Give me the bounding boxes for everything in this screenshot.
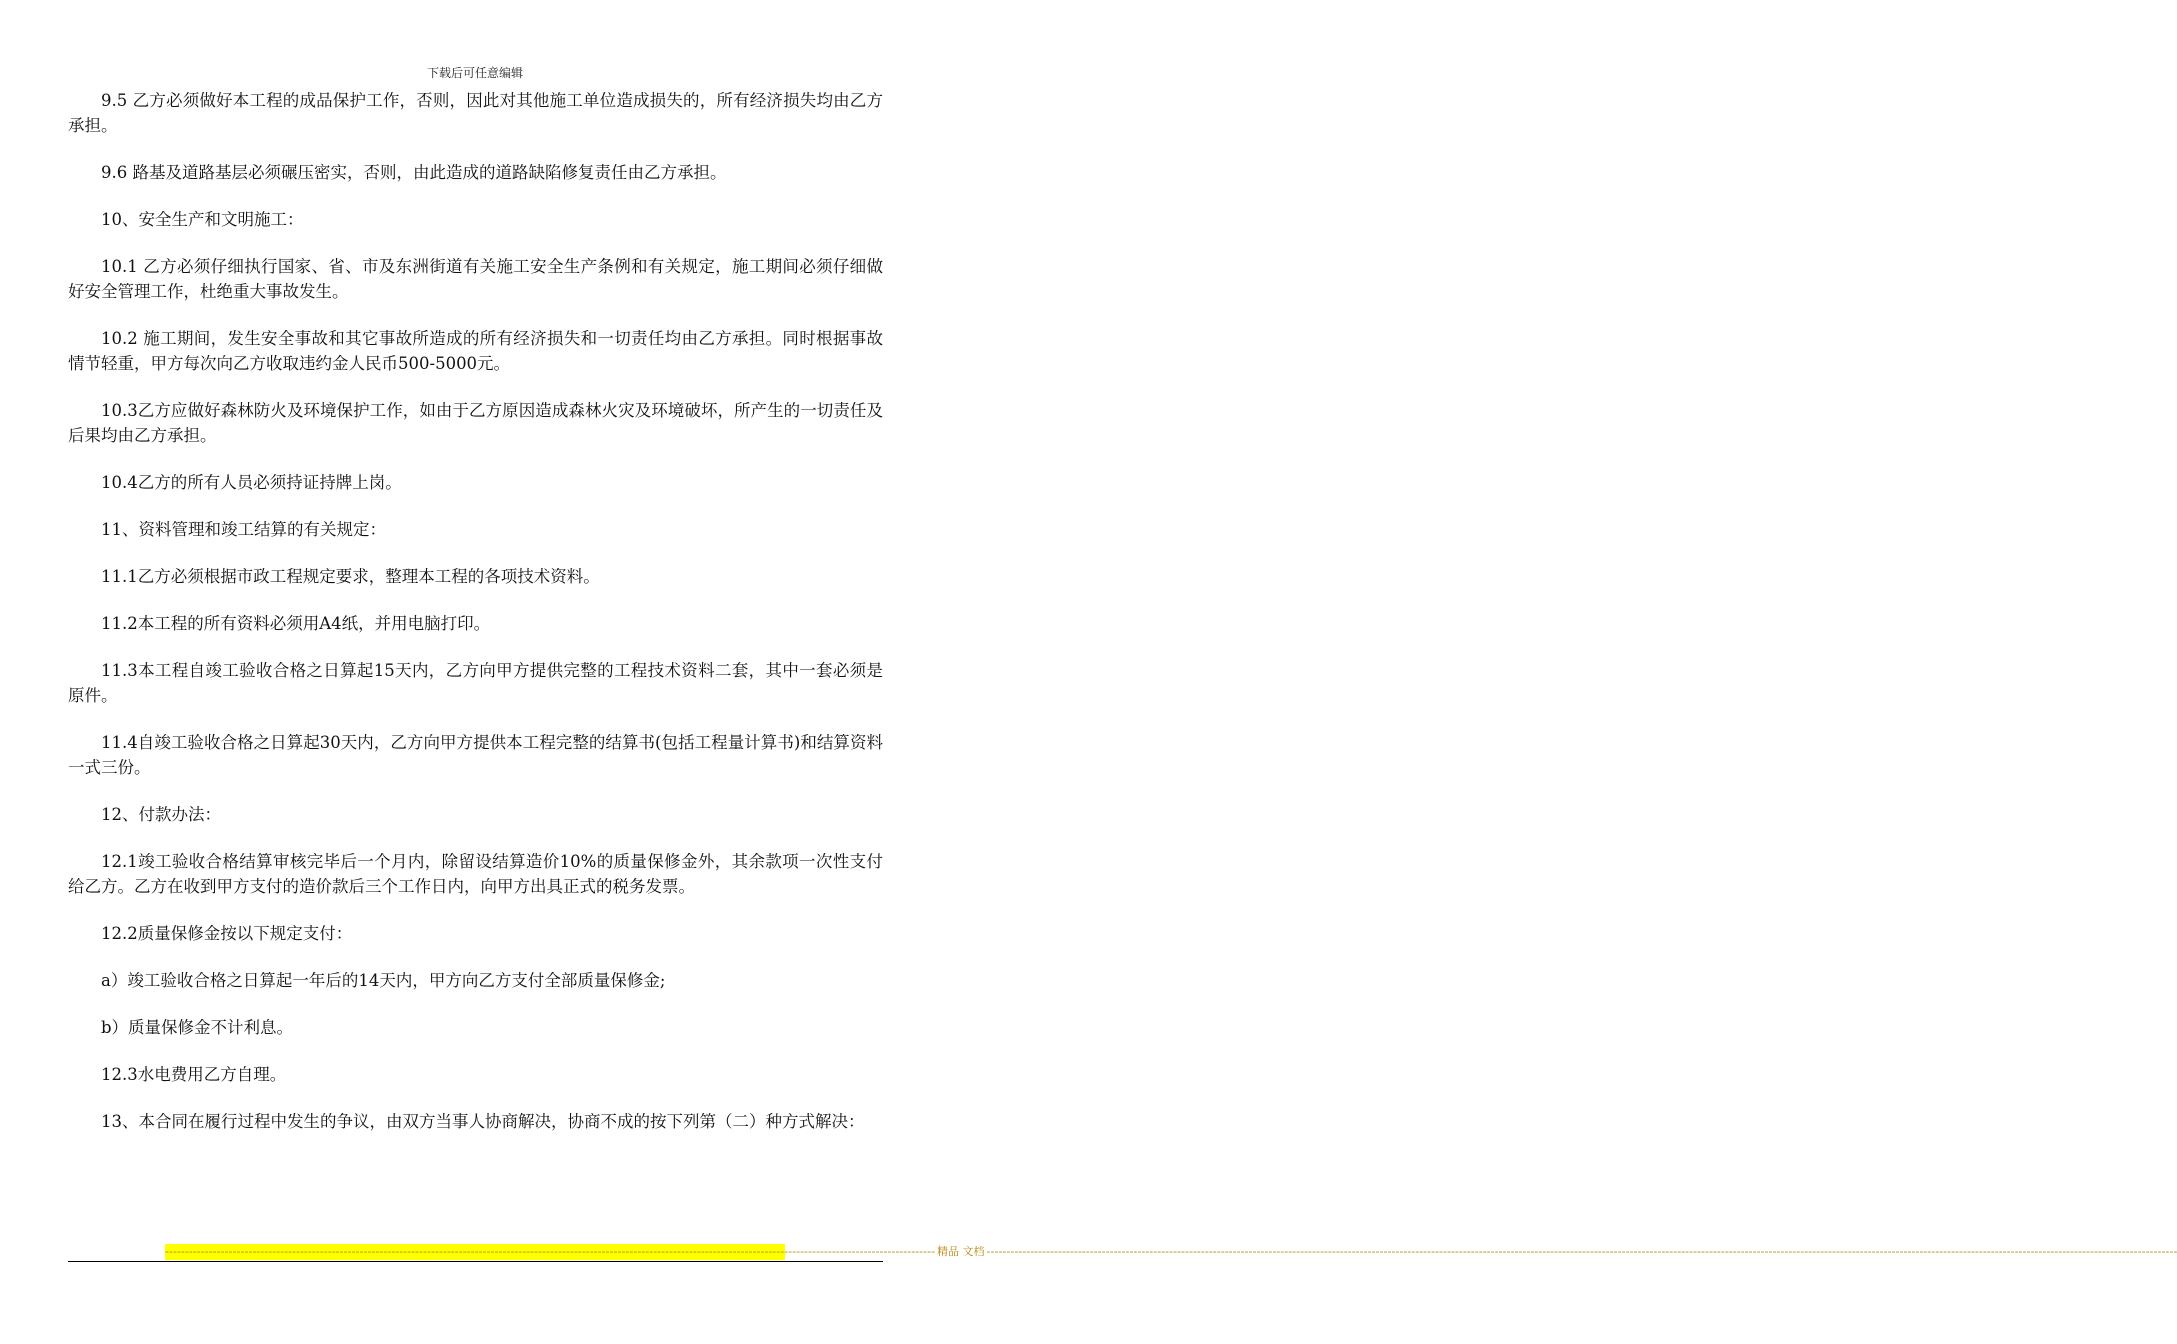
list-item-b: b）质量保修金不计利息。 — [101, 1018, 294, 1037]
paragraph-11-4: 11.4自竣工验收合格之日算起30天内，乙方向甲方提供本工程完整的结算书(包括工程量计算书)和结算资料一式三份。 — [68, 733, 883, 777]
paragraph-9-6: 9.6 路基及道路基层必须碾压密实，否则，由此造成的道路缺陷修复责任由乙方承担。 — [101, 163, 727, 182]
paragraph-12-3: 12.3水电费用乙方自理。 — [101, 1065, 287, 1084]
section-10-heading: 10、安全生产和文明施工： — [101, 210, 304, 229]
page-header: 下载后可任意编辑 — [426, 66, 523, 80]
paragraph-11-1: 11.1乙方必须根据市政工程规定要求，整理本工程的各项技术资料。 — [101, 567, 600, 586]
document-body — [68, 88, 883, 1156]
paragraph-13: 13、本合同在履行过程中发生的争议，由双方当事人协商解决，协商不成的按下列第（二）种方式解决： — [101, 1112, 865, 1131]
section-12-heading: 12、付款办法： — [101, 805, 221, 824]
section-11-heading: 11、资料管理和竣工结算的有关规定： — [101, 520, 386, 539]
footer-dash-left: -------------------------------------------------------------------------------------------------------------------------------------------------------------------------------------------------- — [165, 1245, 936, 1258]
paragraph-10-1: 10.1 乙方必须仔细执行国家、省、市及东洲街道有关施工安全生产条例和有关规定，施工期间必须仔细做好安全管理工作，杜绝重大事故发生。 — [68, 257, 883, 301]
paragraph-10-3: 10.3乙方应做好森林防火及环境保护工作，如由于乙方原因造成森林火灾及环境破坏，所产生的一切责任及后果均由乙方承担。 — [68, 401, 883, 445]
paragraph-11-3: 11.3本工程自竣工验收合格之日算起15天内，乙方向甲方提供完整的工程技术资料二套，其中一套必须是原件。 — [68, 661, 883, 705]
paragraph-12-2: 12.2质量保修金按以下规定支付： — [101, 924, 353, 943]
footer-dash-right: ------------------------------------------------------------------------------------------------------------------------------------------------------------------------------------------------------------------------------------------------------------------------------------------------------------ — [986, 1245, 2177, 1258]
footer-label: 精品 文档 — [937, 1245, 985, 1258]
list-item-a: a）竣工验收合格之日算起一年后的14天内，甲方向乙方支付全部质量保修金; — [101, 971, 666, 990]
paragraph-11-2: 11.2本工程的所有资料必须用A4纸，并用电脑打印。 — [101, 614, 491, 633]
footer-banner — [165, 1244, 2177, 1260]
paragraph-12-1: 12.1竣工验收合格结算审核完毕后一个月内，除留设结算造价10%的质量保修金外，其余款项一次性支付给乙方。乙方在收到甲方支付的造价款后三个工作日内，向甲方出具正式的税务发票。 — [68, 852, 883, 896]
paragraph-9-5: 9.5 乙方必须做好本工程的成品保护工作，否则，因此对其他施工单位造成损失的，所有经济损失均由乙方承担。 — [68, 91, 883, 135]
paragraph-10-4: 10.4乙方的所有人员必须持证持牌上岗。 — [101, 473, 402, 492]
footer-rule — [68, 1261, 883, 1262]
paragraph-10-2: 10.2 施工期间，发生安全事故和其它事故所造成的所有经济损失和一切责任均由乙方承担。同时根据事故情节轻重，甲方每次向乙方收取违约金人民币500-5000元。 — [68, 329, 883, 373]
